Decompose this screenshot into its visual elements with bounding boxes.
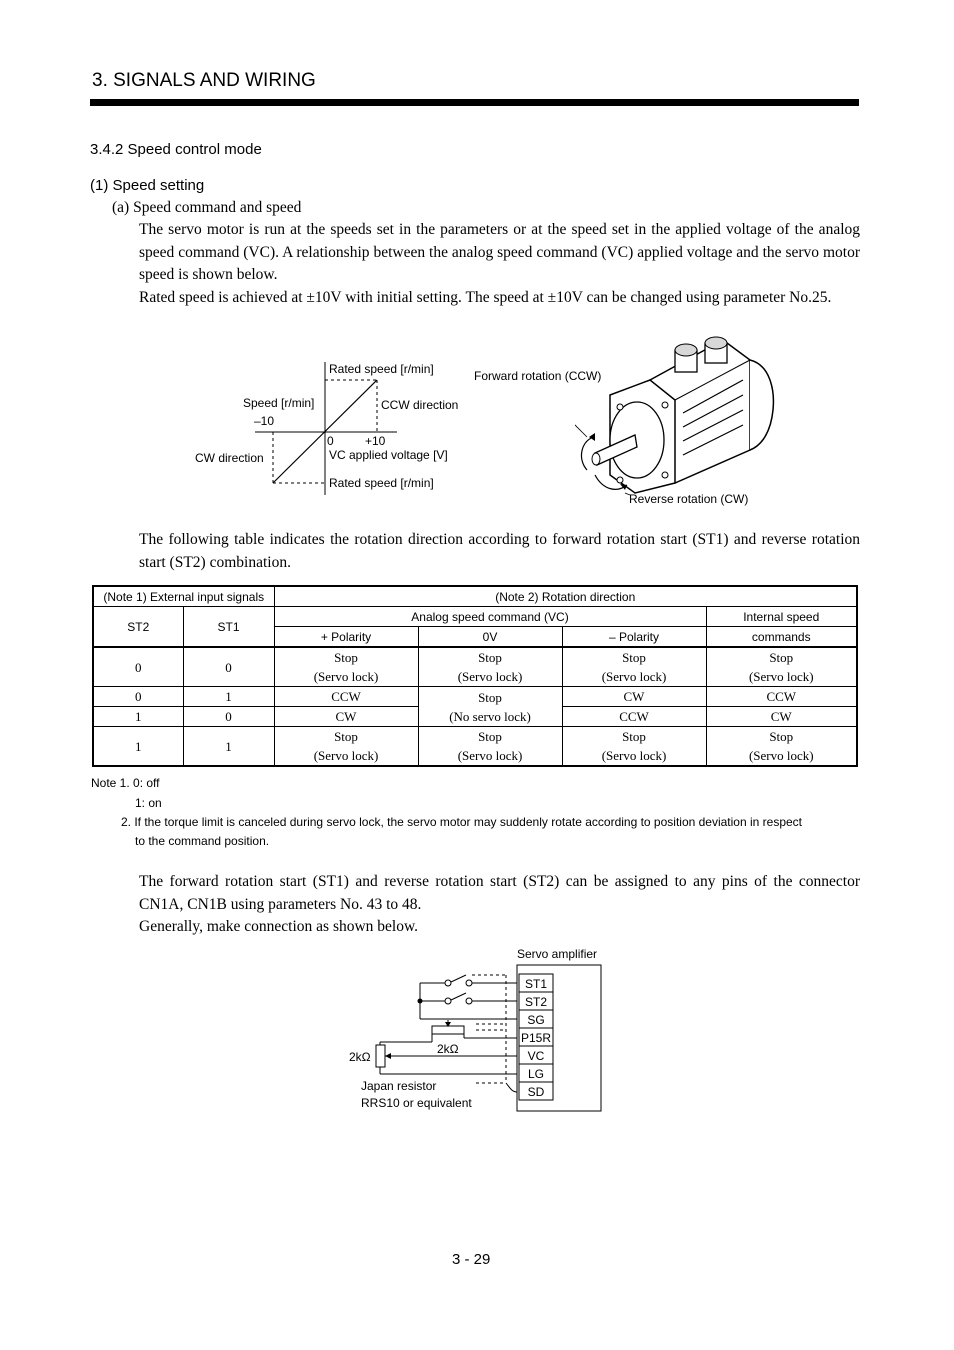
cell-text: Stop: [769, 729, 794, 744]
cell-st2: 1: [93, 707, 183, 727]
cell-subtext: (Servo lock): [457, 748, 523, 763]
note-1-on: 1: on: [135, 796, 162, 810]
header-st2: ST2: [93, 607, 183, 648]
cell-text: Stop: [478, 729, 502, 744]
graph-cw-label: CW direction: [195, 451, 264, 465]
cell-st1: 0: [183, 707, 274, 727]
pin-sg: SG: [527, 1013, 545, 1027]
resistor-label-1: Japan resistor: [361, 1079, 437, 1093]
cell-pos: CCW: [274, 687, 418, 707]
potentiometer-value: 2kΩ: [437, 1042, 459, 1056]
page-number: 3 - 29: [452, 1251, 491, 1268]
pin-lg: LG: [527, 1067, 545, 1081]
cell-st1: 1: [183, 687, 274, 707]
cell-text: Stop: [622, 650, 646, 665]
section-title: 3.4.2 Speed control mode: [90, 141, 262, 158]
motor-reverse-label: Reverse rotation (CW): [629, 492, 749, 506]
st2-switch: [451, 993, 466, 1000]
cell-subtext: (No servo lock): [449, 708, 531, 724]
cell-text: Stop: [478, 650, 502, 665]
subsection-title: (1) Speed setting: [90, 177, 205, 194]
header-pos-polarity: + Polarity: [274, 627, 418, 648]
resistor-value: 2kΩ: [349, 1050, 371, 1064]
pin-st2: ST2: [524, 995, 548, 1009]
paragraph-vc-relationship: The servo motor is run at the speeds set in the parameters or at the speed set in the applied voltage of the analog speed command (VC). A relationship between the analog speed command (VC) applied voltage and the servo motor speed is shown below.: [139, 221, 860, 283]
note-2-line-1: 2. If the torque limit is canceled during servo lock, the servo motor may suddenly rotate according to position deviation in respect: [121, 815, 803, 829]
cell-subtext: (Servo lock): [748, 669, 814, 684]
resistor-label-2: RRS10 or equivalent: [361, 1096, 472, 1110]
graph-speed-label: Speed [r/min]: [243, 396, 315, 410]
cell-text: Stop: [769, 650, 794, 665]
header-external-signals: (Note 1) External input signals: [93, 586, 274, 607]
pin-p15r: P15R: [520, 1031, 552, 1045]
cell-internal: CCW: [706, 687, 857, 707]
wiring-amplifier-label: Servo amplifier: [517, 947, 598, 961]
header-st1: ST1: [183, 607, 274, 648]
cell-subtext: (Servo lock): [457, 669, 523, 684]
paragraph-pin-assignment: The forward rotation start (ST1) and reverse rotation start (ST2) can be assigned to any pins of the connector CN1A, CN1B using parameters No. 43 to 48.: [139, 873, 860, 913]
cell-text: Stop: [334, 729, 358, 744]
header-zero-volt: 0V: [418, 627, 562, 648]
pin-sd: SD: [527, 1085, 545, 1099]
graph-rated-top-label: Rated speed [r/min]: [329, 362, 434, 376]
paragraph-connection: Generally, make connection as shown below.: [139, 918, 419, 935]
cell-subtext: (Servo lock): [313, 748, 379, 763]
cell-st2: 0: [93, 687, 183, 707]
graph-voltage-label: VC applied voltage [V]: [329, 448, 448, 462]
note-2-line-2: to the command position.: [135, 834, 270, 848]
graph-neg-ten-label: –10: [254, 414, 275, 428]
cell-neg: CCW: [562, 707, 706, 727]
pin-st1: ST1: [524, 977, 548, 991]
graph-zero-label: 0: [327, 434, 334, 448]
resistor: [376, 1045, 385, 1067]
graph-pos-ten-label: +10: [365, 434, 386, 448]
note-1-off: Note 1. 0: off: [91, 776, 160, 790]
header-neg-polarity: – Polarity: [562, 627, 706, 648]
cell-subtext: (Servo lock): [601, 748, 667, 763]
motor-forward-label: Forward rotation (CCW): [474, 369, 602, 383]
cell-st1: 0: [183, 647, 274, 687]
cell-internal: CW: [706, 707, 857, 727]
cell-pos: CW: [274, 707, 418, 727]
potentiometer: [432, 1026, 464, 1034]
cell-text: Stop: [622, 729, 646, 744]
cell-st2: 0: [93, 647, 183, 687]
page-header-title: 3. SIGNALS AND WIRING: [92, 70, 316, 91]
cell-subtext: (Servo lock): [601, 669, 667, 684]
cell-subtext: (Servo lock): [748, 748, 814, 763]
cell-text: Stop: [334, 650, 358, 665]
paragraph-table-intro: The following table indicates the rotation direction according to forward rotation start (ST1) and reverse rotation start (ST2) combination.: [139, 531, 860, 571]
header-internal-1: Internal speed: [706, 607, 857, 627]
pin-vc: VC: [527, 1049, 545, 1063]
graph-ccw-label: CCW direction: [381, 398, 459, 412]
st1-switch: [451, 975, 466, 982]
header-rotation-direction: (Note 2) Rotation direction: [274, 586, 857, 607]
item-title: (a) Speed command and speed: [112, 199, 302, 216]
graph-rated-bottom-label: Rated speed [r/min]: [329, 476, 434, 490]
paragraph-rated-speed: Rated speed is achieved at ±10V with initial setting. The speed at ±10V can be changed using parameter No.25.: [139, 289, 832, 306]
cell-st1: 1: [183, 727, 274, 767]
cell-st2: 1: [93, 727, 183, 767]
cell-text: Stop: [478, 689, 502, 705]
cell-neg: CW: [562, 687, 706, 707]
cell-subtext: (Servo lock): [313, 669, 379, 684]
header-internal-2: commands: [706, 627, 857, 648]
header-analog-command: Analog speed command (VC): [274, 607, 706, 627]
